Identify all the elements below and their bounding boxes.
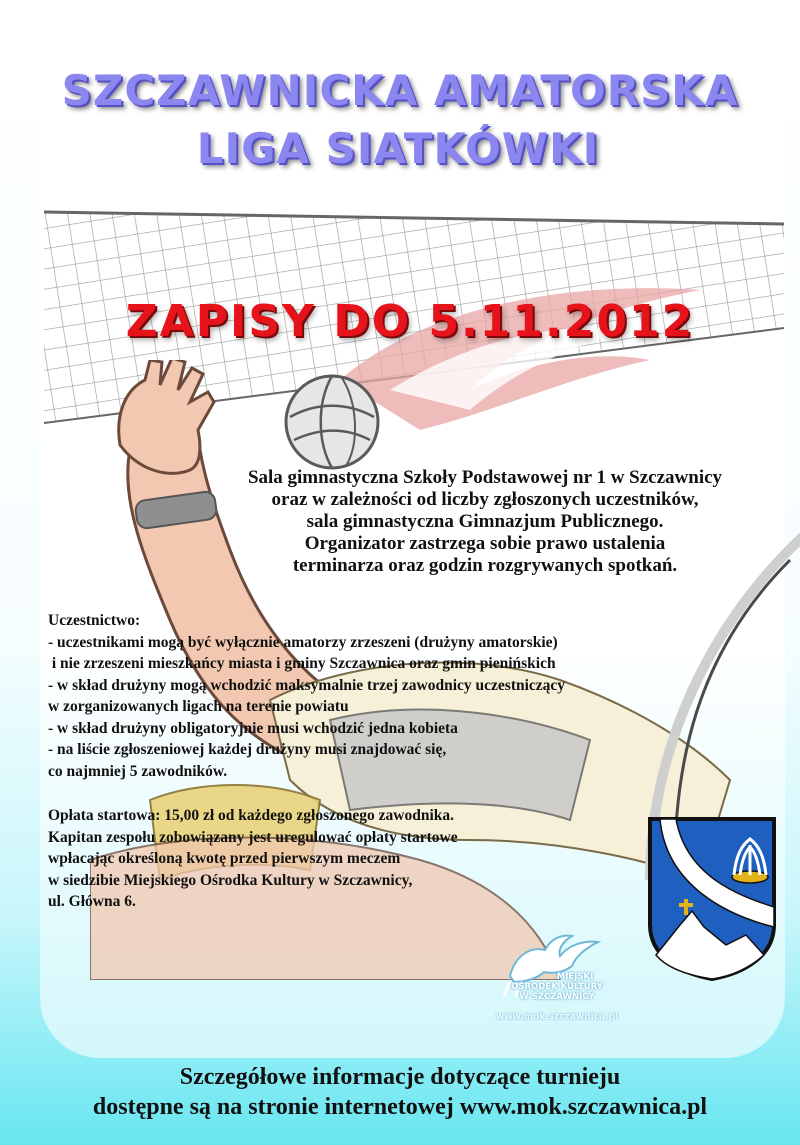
rules-line: - na liście zgłoszeniowej każdej drużyny musi znajdować się, <box>48 741 447 758</box>
venue-line: Organizator zastrzega sobie prawo ustalenia <box>304 533 666 554</box>
fee-line: wpłacając określoną kwotę przed pierwszym meczem <box>48 850 401 867</box>
mok-logo-text <box>472 972 642 1002</box>
footer-info <box>0 1062 800 1122</box>
fee-line: ul. Główna 6. <box>48 893 136 910</box>
mok-logo-url: www.mok.szczawnica.pl <box>495 1012 619 1022</box>
entry-fee-info <box>48 805 568 913</box>
volleyball-icon <box>282 372 382 472</box>
rules-heading: Uczestnictwo: <box>48 612 141 629</box>
poster-title-line1: SZCZAWNICKA AMATORSKA <box>61 66 739 115</box>
poster-title-line2: LIGA SIATKÓWKI <box>196 124 600 173</box>
rules-line: - w skład drużyny obligatoryjnie musi wchodzić jedna kobieta <box>48 719 458 737</box>
fee-line: Kapitan zespołu zobowiązany jest uregulować opłaty startowe <box>48 828 458 846</box>
participation-rules <box>48 610 768 782</box>
mok-logo-line2: OŚRODEK KULTURY <box>511 982 603 992</box>
rules-line: - uczestnikami mogą być wyłącznie amatorzy zrzeszeni (drużyny amatorskie) <box>48 633 558 651</box>
fee-line: Opłata startowa: 15,00 zł od każdego zgłoszonego zawodnika. <box>48 807 455 824</box>
rules-line: i nie zrzeszeni mieszkańcy miasta i gminy Szczawnica oraz gmin pienińskich <box>48 655 556 672</box>
coat-of-arms-icon <box>646 815 778 981</box>
venue-info <box>200 467 770 577</box>
fee-line: w siedzibie Miejskiego Ośrodka Kultury w Szczawnicy, <box>48 871 413 889</box>
mok-logo-line3: W SZCZAWNICY <box>519 992 595 1002</box>
registration-deadline: ZAPISY DO 5.11.2012 <box>125 296 695 347</box>
venue-line: terminarza oraz godzin rozgrywanych spotkań. <box>292 555 678 576</box>
mok-pegasus-logo-icon <box>490 926 620 1016</box>
venue-line: sala gimnastyczna Gimnazjum Publicznego. <box>306 511 664 532</box>
venue-line: Sala gimnastyczna Szkoły Podstawowej nr 1 w Szczawnicy <box>247 467 723 488</box>
rules-line: - w skład drużyny mogą wchodzić maksymalnie trzej zawodnicy uczestniczący <box>48 676 566 694</box>
rules-line: w zorganizowanych ligach na terenie powiatu <box>48 698 349 715</box>
rules-line: co najmniej 5 zawodników. <box>48 762 228 780</box>
footer-line2: dostępne są na stronie internetowej www.mok.szczawnica.pl <box>92 1094 708 1120</box>
venue-line: oraz w zależności od liczby zgłoszonych uczestników, <box>271 489 699 510</box>
footer-line1: Szczegółowe informacje dotyczące turnieju <box>179 1064 621 1090</box>
mok-logo-line1: MIEJSKI <box>556 972 594 982</box>
